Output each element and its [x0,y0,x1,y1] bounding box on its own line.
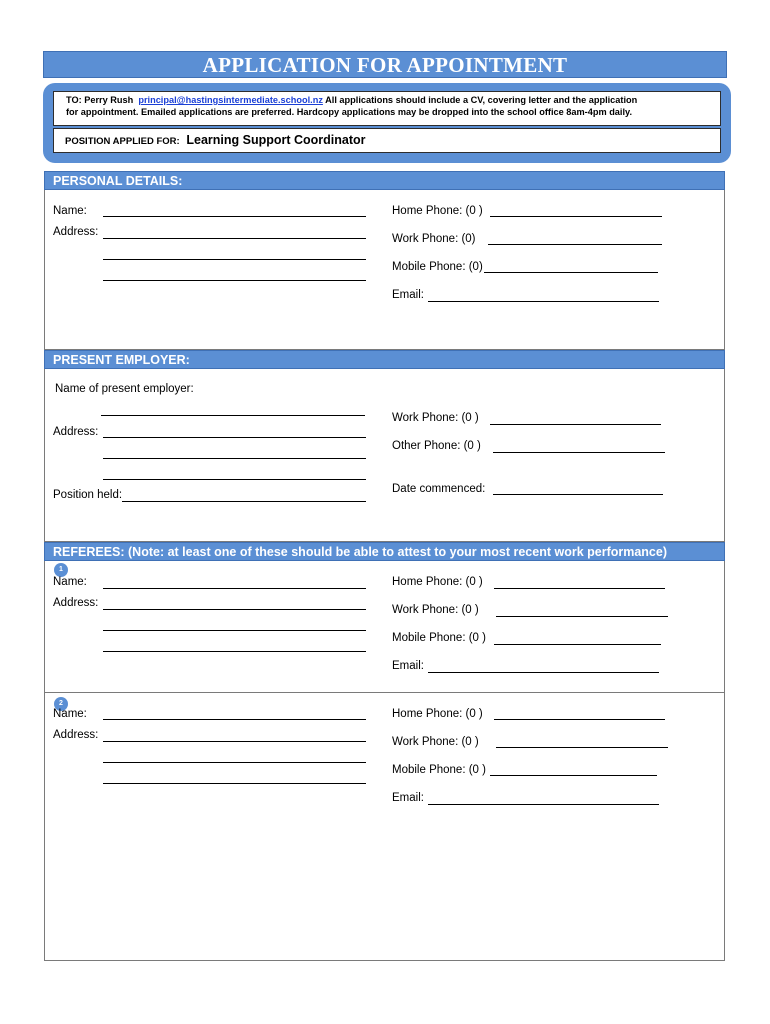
position-applied-box [53,128,721,153]
referee-2-email-field[interactable] [428,804,659,805]
personal-mobile-phone-label: Mobile Phone: (0) [392,261,483,273]
position-held-label: Position held: [53,489,123,501]
instructions-line1: All applications should include a CV, covering letter and the application [325,95,638,105]
employer-name-label: Name of present employer: [55,383,194,395]
referee-1-address-field-2[interactable] [103,630,366,631]
referee-1-badge: 1 [54,563,68,577]
employer-other-phone-label: Other Phone: (0 ) [392,440,481,452]
referee-1-mobile-phone-field[interactable] [494,644,661,645]
personal-address-label: Address: [53,226,99,238]
referee-2-work-phone-label: Work Phone: (0 ) [392,736,479,748]
personal-email-field[interactable] [428,301,659,302]
employer-work-phone-label: Work Phone: (0 ) [392,412,479,424]
personal-mobile-phone-field[interactable] [484,272,658,273]
referees-section [44,561,725,961]
referee-2-mobile-phone-field[interactable] [490,775,657,776]
personal-work-phone-field[interactable] [488,244,662,245]
referee-2-email-label: Email: [392,792,424,804]
referee-1-address-field-3[interactable] [103,651,366,652]
referee-1-home-phone-label: Home Phone: (0 ) [392,576,483,588]
referees-header: REFEREES: (Note: at least one of these should be able to attest to your most recent work performance) [44,542,725,561]
referee-1-work-phone-field[interactable] [496,616,668,617]
referee-2-work-phone-field[interactable] [496,747,668,748]
position-held-field[interactable] [122,501,366,502]
employer-address-field-1[interactable] [103,437,366,438]
referee-2-home-phone-field[interactable] [494,719,665,720]
referee-1-address-field-1[interactable] [103,609,366,610]
instructions-box [43,83,731,163]
employer-other-phone-field[interactable] [493,452,665,453]
referee-1-email-field[interactable] [428,672,659,673]
referee-2-name-label: Name: [53,708,87,720]
referee-2-badge: 2 [54,697,68,711]
personal-address-field-2[interactable] [103,259,366,260]
personal-work-phone-label: Work Phone: (0) [392,233,476,245]
position-label: POSITION APPLIED FOR: [65,136,180,147]
referee-1-email-label: Email: [392,660,424,672]
personal-address-field-3[interactable] [103,280,366,281]
employer-address-field-2[interactable] [103,458,366,459]
employer-work-phone-field[interactable] [490,424,661,425]
position-value: Learning Support Coordinator [186,133,366,147]
personal-name-label: Name: [53,205,87,217]
referee-2-address-label: Address: [53,729,99,741]
personal-email-label: Email: [392,289,424,301]
referee-2-address-field-1[interactable] [103,741,366,742]
referee-divider [44,692,725,693]
referee-1-home-phone-field[interactable] [494,588,665,589]
to-recipient: TO: Perry Rush [66,95,134,105]
referee-2-home-phone-label: Home Phone: (0 ) [392,708,483,720]
referee-1-address-label: Address: [53,597,99,609]
personal-name-field[interactable] [103,216,366,217]
employer-name-field[interactable] [101,415,365,416]
employer-address-field-3[interactable] [103,479,366,480]
referee-1-name-field[interactable] [103,588,366,589]
referee-1-mobile-phone-label: Mobile Phone: (0 ) [392,632,486,644]
employer-address-label: Address: [53,426,99,438]
present-employer-header: PRESENT EMPLOYER: [44,350,725,369]
instructions-text [53,91,721,126]
personal-home-phone-field[interactable] [490,216,662,217]
referee-2-name-field[interactable] [103,719,366,720]
date-commenced-label: Date commenced: [392,483,486,495]
referee-2-mobile-phone-label: Mobile Phone: (0 ) [392,764,486,776]
date-commenced-field[interactable] [493,494,663,495]
personal-address-field-1[interactable] [103,238,366,239]
personal-details-section [44,190,725,350]
referee-2-address-field-3[interactable] [103,783,366,784]
personal-home-phone-label: Home Phone: (0 ) [392,205,483,217]
page-title: APPLICATION FOR APPOINTMENT [43,51,727,78]
principal-email-link[interactable]: principal@hastingsintermediate.school.nz [138,95,323,105]
instructions-line2: for appointment. Emailed applications are preferred. Hardcopy applications may be dropped into the school office 8am-4pm daily. [66,106,632,117]
personal-details-header: PERSONAL DETAILS: [44,171,725,190]
referee-2-address-field-2[interactable] [103,762,366,763]
referee-1-name-label: Name: [53,576,87,588]
referee-1-work-phone-label: Work Phone: (0 ) [392,604,479,616]
